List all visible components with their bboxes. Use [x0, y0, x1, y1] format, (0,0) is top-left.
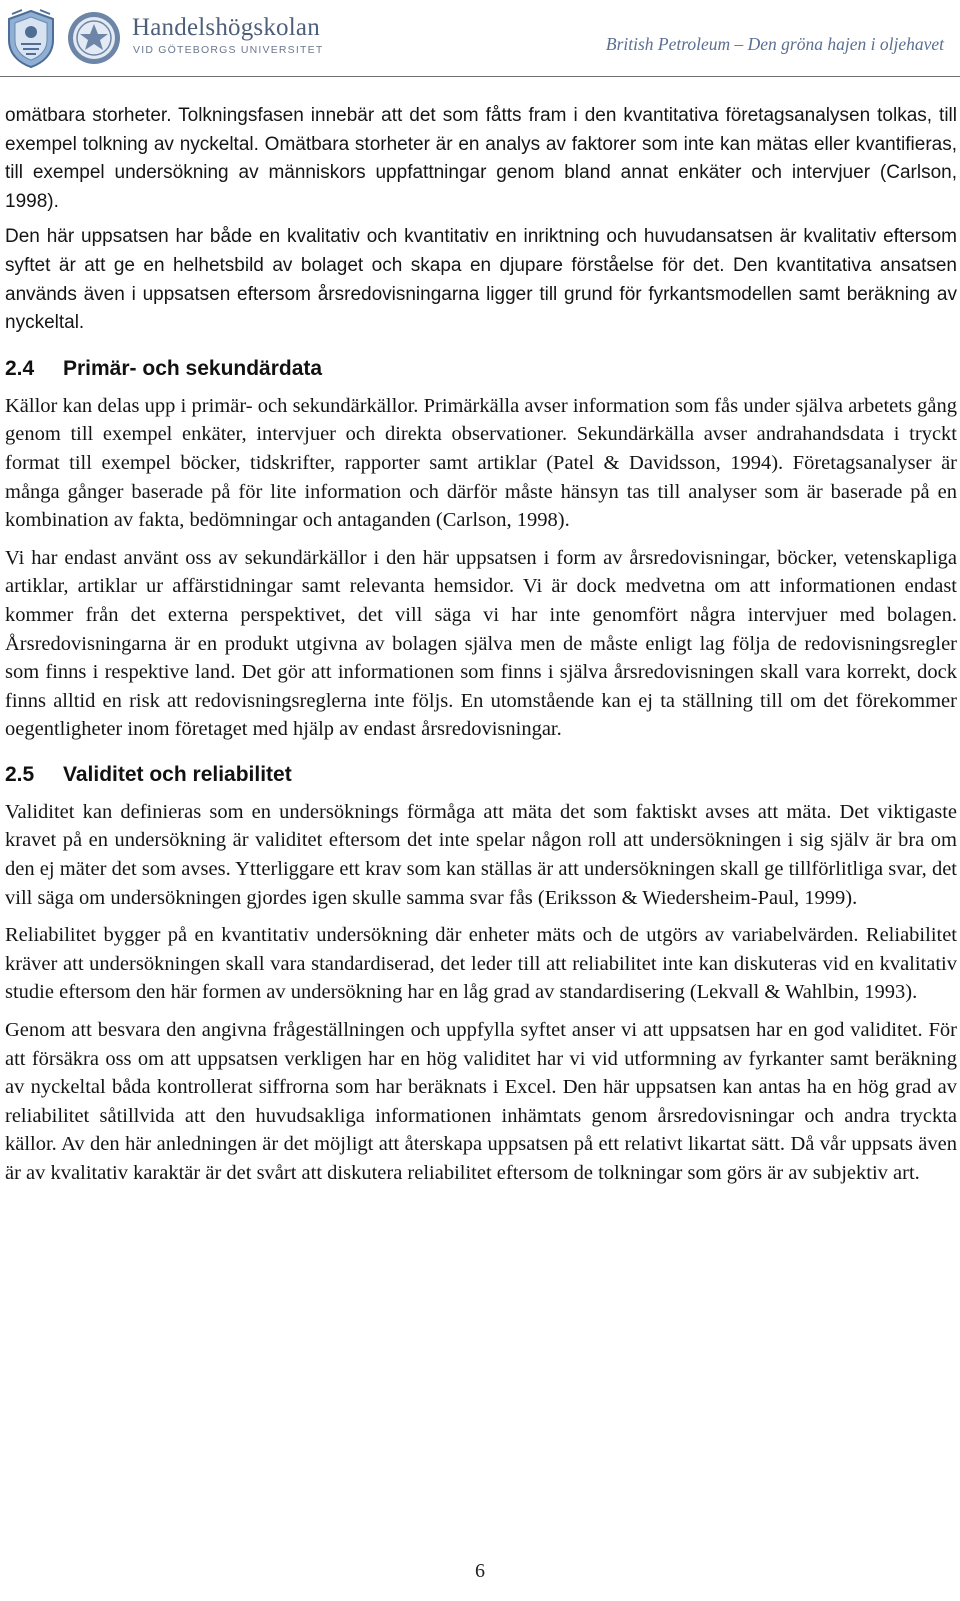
paragraph-sources: Källor kan delas upp i primär- och sekundärkällor. Primärkälla avser information som fås under själva arbetets gång genom till exempel enkäter, intervjuer och direkta observationer. Sekundärkälla avser andrahandsdata i tryckt format till exempel böcker, tidskrifter, rapporter samt artiklar (Patel & Davidsson, 1994). Företagsanalyser är många gånger baserade på för lite information och därför måste hänsyn tas till analyser som är baserade på en kombination av fakta, bedömningar och antaganden (Carlson, 1998).: [5, 394, 957, 532]
paragraph-conclusion: Genom att besvara den angivna frågeställningen och uppfylla syftet anser vi att uppsatsen har en god validitet. För att försäkra oss om att uppsatsen verkligen har en hög validitet har vi vid utformning av fyrkanter samt beräkning av nyckeltal båda kontrollerat siffrorna som har beräknats i Excel. Den här uppsatsen kan antas ha en hög grad av reliabilitet såtillvida att den huvudsakliga informationen inhämtats genom årsredovisningar och andra tryckta källor. Av den här anledningen är det möjligt att återskapa uppsatsen på ett relativt likartat sätt. Då vår uppsats även är av kvalitativ karaktär är det svårt att diskutera reliabilitet eftersom de tolkningar som görs är av subjektiv art.: [5, 1019, 957, 1184]
section-heading-validity-reliability: [5, 762, 957, 788]
section-heading-primary-secondary-data: [5, 356, 957, 382]
section-title: Primär- och sekundärdata: [63, 356, 323, 380]
page-number: 6: [475, 1560, 485, 1582]
header-divider: [0, 76, 960, 77]
page-body: [5, 102, 957, 1188]
paragraph-reliability: Reliabilitet bygger på en kvantitativ undersökning där enheter mäts och de utgörs av variabelvärden. Reliabilitet kräver att undersökningen skall vara standardiserad, det leder till att reliabilitet inte kan diskuteras vid en kvalitativ studie eftersom den här formen av undersökning har en låg grad av standardisering (Lekvall & Wahlbin, 1993).: [5, 924, 957, 1004]
running-title: British Petroleum – Den gröna hajen i oljehavet: [605, 34, 944, 54]
university-seal-logo: [4, 8, 58, 70]
section-number: 2.4: [5, 356, 35, 380]
paragraph-validity: Validitet kan definieras som en undersöknings förmåga att mäta det som faktiskt avses att mäta. Det viktigaste kravet på en undersökning är validitet eftersom det inte spelar någon roll att undersökningen i sig själv är bra om den ej mäter det som avses. Ytterliggare ett krav som kan ställas är att undersökningen skall ge tillförlitliga svar, det vill säga om undersökningen gjordes igen skulle samma svar fås (Eriksson & Wiedersheim-Paul, 1999).: [5, 800, 957, 909]
paragraph-secondary-sources: Vi har endast använt oss av sekundärkällor i den här uppsatsen i form av årsredovisningar, böcker, vetenskapliga artiklar, artiklar ur affärstidningar samt relevanta hemsidor. Vi är dock medvetna om att informationen endast kommer från det externa perspektivet, det vill säga vi har inte genomfört några intervjuer med bolagen. Årsredovisningarna är en produkt utgivna av bolagen själva men de måste enligt lag följa de redovisningsregler som finns i respektive land. Det gör att informationen som finns i själva årsredovisningen skall vara korrekt, dock finns alltid en risk att redovisningsreglerna inte följs. En utomstående kan ej ta ställning till om det förekommer oegentligheter inom företaget med hjälp av endast årsredovisningar.: [5, 546, 957, 741]
paragraph-quantitative-analysis: omätbara storheter. Tolkningsfasen innebär att det som fåtts fram i den kvantitativa företagsanalysen tolkas, till exempel tolkning av nyckeltal. Omätbara storheter är en analys av faktorer som inte kan mätas eller kvantifieras, till exempel undersökning av människors uppfattningar genom bland annat enkäter och intervjuer (Carlson, 1998).: [5, 105, 957, 212]
paragraph-approach: Den här uppsatsen har både en kvalitativ och kvantitativ en inriktning och huvudansatsen är kvalitativ eftersom syftet är att ge en helhetsbild av bolaget och skapa en djupare förståelse för det. Den kvantitativa ansatsen används även i uppsatsen eftersom årsredovisningarna ligger till grund för fyrkantsmodellen samt beräkning av nyckeltal.: [5, 226, 957, 334]
institution-name: Handelshögskolan: [132, 14, 320, 41]
institution-subtitle: VID GÖTEBORGS UNIVERSITET: [133, 44, 324, 56]
page-header: [0, 0, 960, 80]
school-emblem-logo: [66, 10, 122, 66]
section-title: Validitet och reliabilitet: [63, 762, 292, 786]
section-number: 2.5: [5, 762, 35, 786]
